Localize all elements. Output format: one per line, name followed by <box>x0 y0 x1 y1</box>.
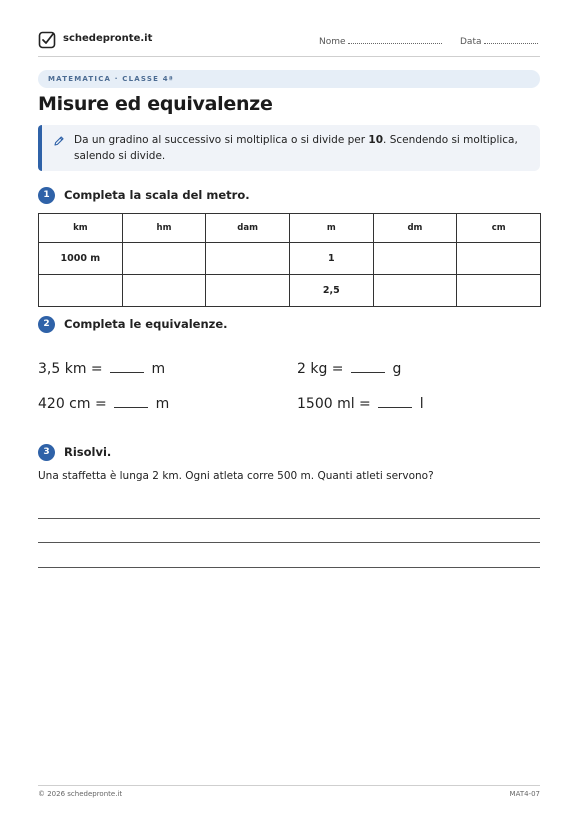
table-cell-blank[interactable] <box>373 243 457 275</box>
exercise-3-number: 3 <box>38 444 55 461</box>
table-cell: 1000 m <box>39 243 123 275</box>
logo-checkbox-icon <box>38 31 56 49</box>
exercise-1-number: 1 <box>38 187 55 204</box>
page-title: Misure ed equivalenze <box>38 93 273 115</box>
table-cell: 1 <box>289 243 373 275</box>
answer-blank[interactable] <box>378 395 412 408</box>
equivalence-left: 420 cm = <box>38 396 107 412</box>
metric-scale-table <box>38 213 541 307</box>
equivalence-item <box>297 360 401 377</box>
column-header: km <box>39 214 123 243</box>
equivalence-item <box>38 395 169 412</box>
table-cell-blank[interactable] <box>206 243 290 275</box>
equivalence-left: 1500 ml = <box>297 396 371 412</box>
equivalence-unit: m <box>151 361 166 377</box>
column-header: hm <box>122 214 206 243</box>
table-header-row <box>39 214 541 243</box>
equivalence-unit: m <box>155 396 170 412</box>
answer-blank[interactable] <box>110 360 144 373</box>
equivalence-item <box>38 360 165 377</box>
equivalence-item <box>297 395 424 412</box>
table-cell-blank[interactable] <box>457 275 541 307</box>
equivalence-unit: g <box>392 361 402 377</box>
answer-blank[interactable] <box>351 360 385 373</box>
answer-line[interactable] <box>38 567 540 568</box>
column-header: cm <box>457 214 541 243</box>
info-accent-bar <box>38 125 42 171</box>
column-header: m <box>289 214 373 243</box>
subject-label: MATEMATICA · CLASSE 4ª <box>48 75 174 83</box>
name-dotted-line <box>348 35 442 44</box>
exercise-1-heading: Completa la scala del metro. <box>64 188 250 202</box>
header-divider <box>38 56 540 57</box>
table-cell-blank[interactable] <box>122 243 206 275</box>
equivalence-left: 2 kg = <box>297 361 344 377</box>
table-row <box>39 243 541 275</box>
info-text <box>74 132 524 164</box>
table-cell-blank[interactable] <box>457 243 541 275</box>
table-cell: 2,5 <box>289 275 373 307</box>
column-header: dam <box>206 214 290 243</box>
info-text-part: . Scendendo si moltiplica, salendo si divide. <box>74 134 518 162</box>
name-label: Nome <box>319 37 346 47</box>
date-dotted-line <box>484 35 538 44</box>
brand-name: schedepronte.it <box>63 33 153 44</box>
exercise-2-heading: Completa le equivalenze. <box>64 317 228 331</box>
exercise-2-number: 2 <box>38 316 55 333</box>
exercise-3-heading: Risolvi. <box>64 445 112 459</box>
table-cell-blank[interactable] <box>39 275 123 307</box>
info-bold-number: 10 <box>368 134 384 146</box>
pencil-icon <box>53 135 65 147</box>
equivalence-unit: l <box>419 396 424 412</box>
answer-line[interactable] <box>38 542 540 543</box>
table-row <box>39 275 541 307</box>
name-field[interactable] <box>319 35 442 47</box>
footer-copyright: © 2026 schedepronte.it <box>38 790 123 798</box>
table-cell-blank[interactable] <box>206 275 290 307</box>
equivalence-left: 3,5 km = <box>38 361 103 377</box>
problem-text: Una staffetta è lunga 2 km. Ogni atleta corre 500 m. Quanti atleti servono? <box>38 470 434 482</box>
answer-line[interactable] <box>38 518 540 519</box>
footer-divider <box>38 785 540 786</box>
info-text-part: Da un gradino al successivo si moltiplica o si divide per <box>74 134 369 146</box>
table-cell-blank[interactable] <box>373 275 457 307</box>
footer-code: MAT4-07 <box>509 790 540 798</box>
table-cell-blank[interactable] <box>122 275 206 307</box>
date-field[interactable] <box>460 35 538 47</box>
column-header: dm <box>373 214 457 243</box>
answer-blank[interactable] <box>114 395 148 408</box>
date-label: Data <box>460 37 482 47</box>
